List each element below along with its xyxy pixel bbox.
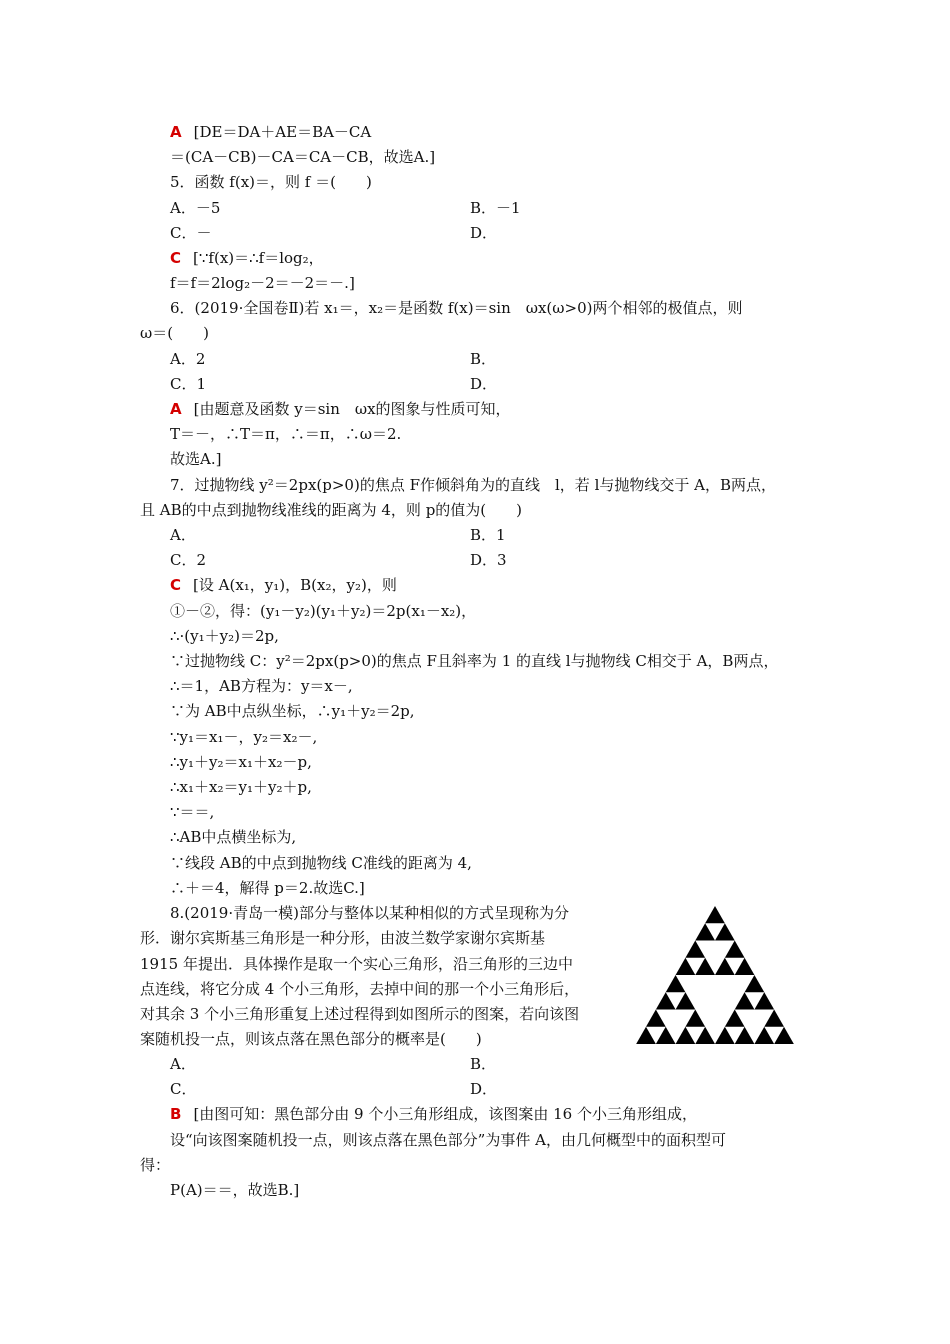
q7-option-a: A． bbox=[170, 526, 196, 544]
q5-solution-line-1: C [∵f(x)＝∴f＝log₂， bbox=[170, 249, 324, 267]
q7-stem-line-2: 且 AB的中点到抛物线准线的距离为 4，则 p的值为( ) bbox=[140, 501, 523, 519]
q7-solution-line-4: ∵过抛物线 C：y²＝2px(p>0)的焦点 F且斜率为 1 的直线 l与抛物线 C相交于 A，B两点， bbox=[170, 652, 779, 670]
q5-option-c: C．－ bbox=[170, 224, 212, 242]
q7-solution-line-13: ∴＋＝4，解得 p＝2.故选C.] bbox=[170, 879, 365, 897]
q8-answer-letter: B bbox=[170, 1105, 182, 1123]
q4-solution-line-1: A [DE＝DA＋AE＝BA－CA bbox=[170, 123, 372, 141]
q6-option-b: B． bbox=[470, 350, 497, 368]
q5-option-b: B．－1 bbox=[470, 199, 521, 217]
q8-option-d: D． bbox=[470, 1080, 498, 1098]
q7-solution-line-11: ∴AB中点横坐标为, bbox=[170, 828, 297, 846]
q7-solution-line-1: C [设 A(x₁，y₁)，B(x₂，y₂)，则 bbox=[170, 576, 397, 594]
q7-solution-line-9: ∴x₁＋x₂＝y₁＋y₂＋p, bbox=[170, 778, 312, 796]
q8-option-c: C． bbox=[170, 1080, 197, 1098]
q6-solution-line-1: A [由题意及函数 y＝sin ωx的图象与性质可知， bbox=[170, 400, 511, 418]
q6-solution-line-3: 故选A.] bbox=[170, 450, 222, 468]
q7-solution-line-6: ∵为 AB中点纵坐标，∴y₁＋y₂＝2p, bbox=[170, 702, 415, 720]
q8-solution-line-4: P(A)＝＝，故选B.] bbox=[170, 1181, 300, 1199]
q7-solution-line-7: ∵y₁＝x₁－，y₂＝x₂－, bbox=[170, 728, 318, 746]
q7-solution-line-3: ∴·(y₁＋y₂)＝2p, bbox=[170, 627, 279, 645]
q7-option-c: C．2 bbox=[170, 551, 207, 569]
q6-solution-line-2: T＝－，∴T＝π，∴＝π，∴ω＝2. bbox=[170, 425, 402, 443]
q8-solution-line-1: B [由图可知：黑色部分由 9 个小三角形组成，该图案由 16 个小三角形组成， bbox=[170, 1105, 697, 1123]
q7-solution-line-2: ①－②，得：(y₁－y₂)(y₁＋y₂)＝2p(x₁－x₂)， bbox=[170, 602, 477, 620]
q5-solution-line-2: f＝f＝2log₂－2＝－2＝－.] bbox=[170, 274, 355, 292]
q7-stem-line-1: 7．过抛物线 y²＝2px(p>0)的焦点 F作倾斜角为的直线 l，若 l与抛物线交于 A，B两点， bbox=[170, 476, 776, 494]
q8-stem-line-2: 形．谢尔宾斯基三角形是一种分形，由波兰数学家谢尔宾斯基 bbox=[140, 929, 546, 947]
q6-option-d: D． bbox=[470, 375, 498, 393]
q8-stem-line-5: 对其余 3 个小三角形重复上述过程得到如图所示的图案，若向该图 bbox=[140, 1005, 580, 1023]
q5-answer-letter: C bbox=[170, 249, 182, 267]
q7-option-d: D．3 bbox=[470, 551, 507, 569]
q6-answer-letter: A bbox=[170, 400, 182, 418]
q8-stem-line-3: 1915 年提出．具体操作是取一个实心三角形，沿三角形的三边中 bbox=[140, 955, 573, 973]
q7-option-b: B．1 bbox=[470, 526, 506, 544]
q8-stem-line-4: 点连线，将它分成 4 个小三角形，去掉中间的那一个小三角形后， bbox=[140, 980, 580, 998]
q8-stem-line-6: 案随机投一点，则该点落在黑色部分的概率是( ) bbox=[140, 1030, 482, 1048]
q8-solution-line-3: 得： bbox=[140, 1156, 171, 1174]
q4-solution-line-2: ＝(CA－CB)－CA＝CA－CB，故选A.] bbox=[170, 148, 436, 166]
q8-solution-line-2: 设“向该图案随机投一点，则该点落在黑色部分”为事件 A，由几何概型中的面积型可 bbox=[170, 1131, 726, 1149]
q7-solution-line-8: ∴y₁＋y₂＝x₁＋x₂－p, bbox=[170, 753, 312, 771]
q7-solution-line-12: ∵线段 AB的中点到抛物线 C准线的距离为 4, bbox=[170, 854, 472, 872]
q5-stem: 5．函数 f(x)＝，则 f ＝( ) bbox=[170, 173, 372, 191]
q8-option-b: B． bbox=[470, 1055, 497, 1073]
q7-solution-line-10: ∵＝＝, bbox=[170, 803, 215, 821]
q6-stem-line-1: 6．(2019·全国卷Ⅱ)若 x₁＝，x₂＝是函数 f(x)＝sin ωx(ω>0)两个相邻的极值点，则 bbox=[170, 299, 743, 317]
q6-option-c: C．1 bbox=[170, 375, 207, 393]
q5-option-a: A．－5 bbox=[170, 199, 221, 217]
q5-option-d: D． bbox=[470, 224, 498, 242]
q6-option-a: A．2 bbox=[170, 350, 206, 368]
q8-option-a: A． bbox=[170, 1055, 196, 1073]
q7-solution-line-5: ∴＝1，AB方程为：y＝x－, bbox=[170, 677, 353, 695]
q8-stem-line-1: 8.(2019·青岛一模)部分与整体以某种相似的方式呈现称为分 bbox=[170, 904, 569, 922]
q7-answer-letter: C bbox=[170, 576, 182, 594]
q6-stem-line-2: ω＝( ) bbox=[140, 324, 209, 342]
q4-answer-letter: A bbox=[170, 123, 182, 141]
sierpinski-triangle-figure bbox=[636, 906, 794, 1044]
